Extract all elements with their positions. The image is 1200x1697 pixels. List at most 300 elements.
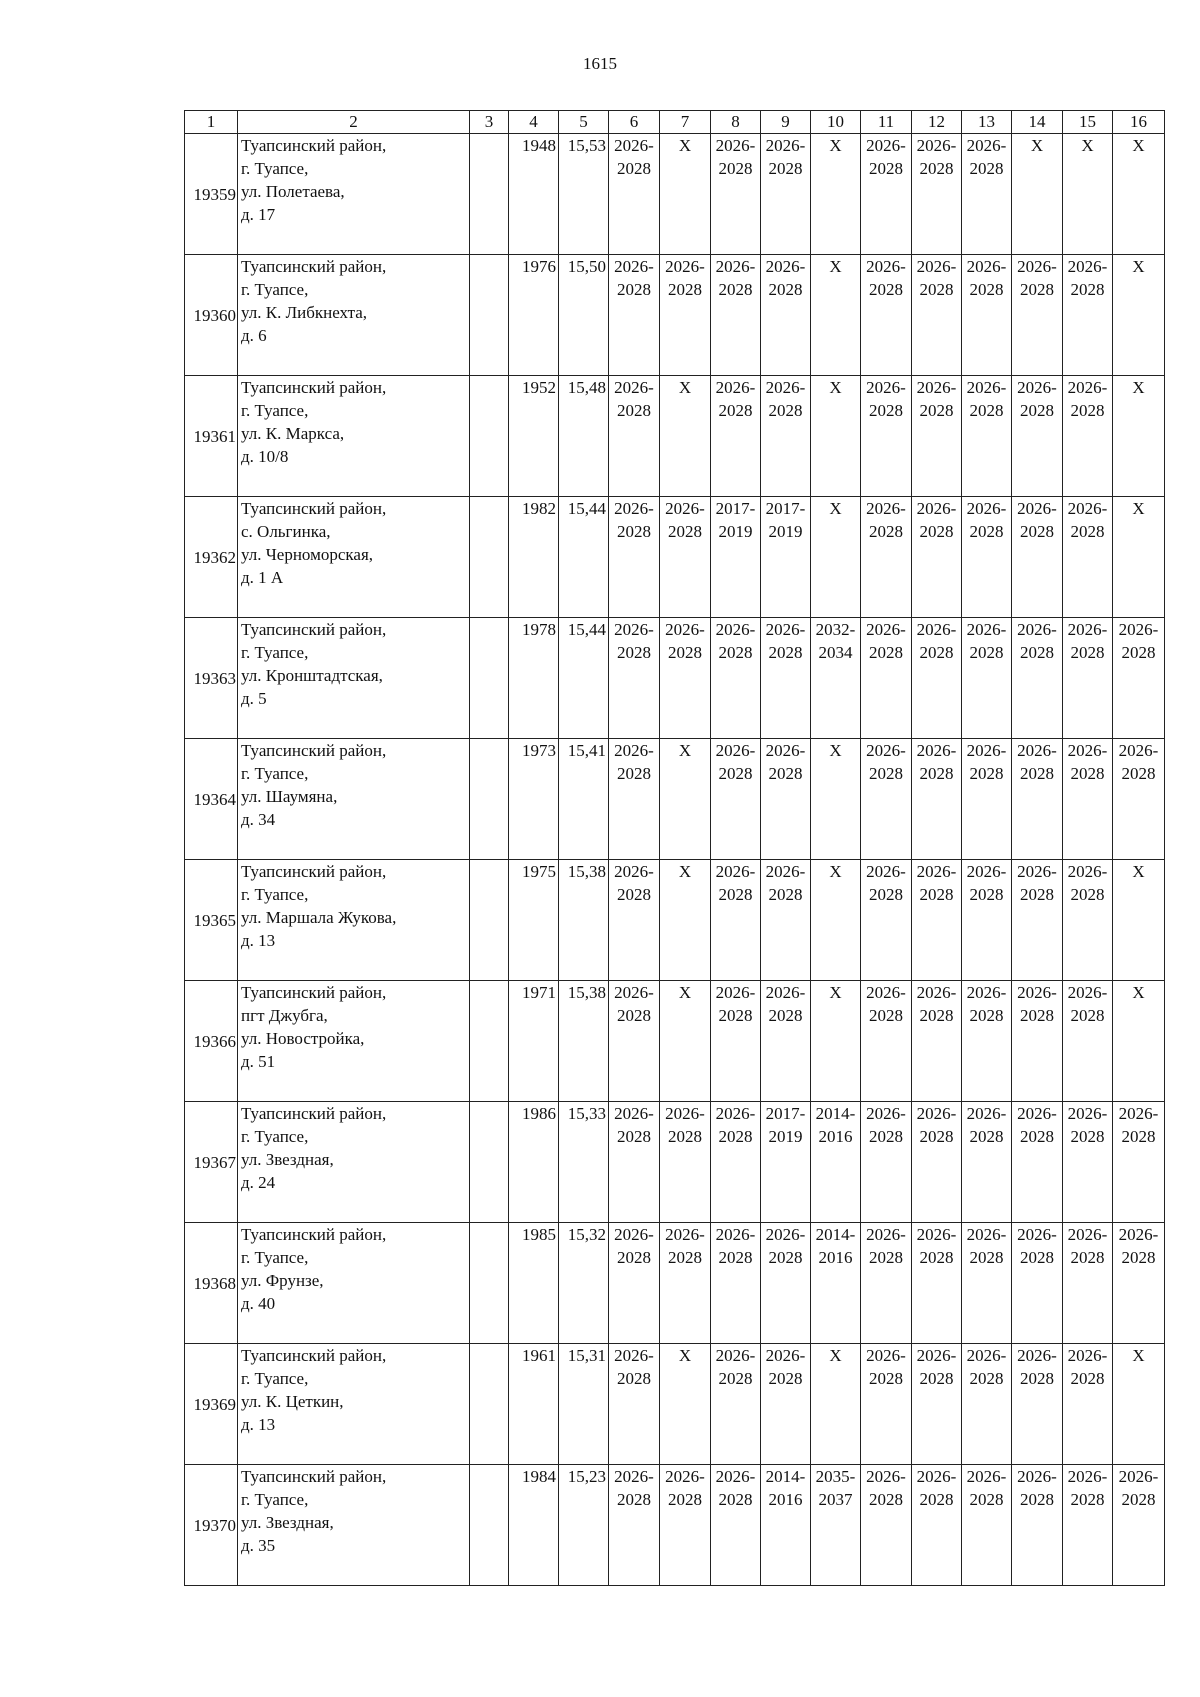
table-row — [185, 1102, 1165, 1223]
period-line: 2028 — [617, 159, 651, 178]
period-line: 2026- — [665, 620, 705, 639]
address-line: д. 13 — [241, 1415, 276, 1434]
period-line: 2026- — [1067, 862, 1108, 881]
period-cell-col-14 — [1012, 134, 1063, 255]
period-cell-col-8 — [711, 860, 761, 981]
period-line: 2026- — [765, 1346, 806, 1365]
column-3-cell — [470, 981, 509, 1102]
period-line: 2028 — [919, 401, 954, 420]
period-cell-col-9 — [761, 1223, 811, 1344]
address-line: Туапсинский район, — [241, 378, 387, 397]
period-line: 2026- — [1017, 1225, 1057, 1244]
period-line: 2028 — [1070, 1490, 1105, 1509]
period-line: 2026- — [916, 1346, 957, 1365]
period-line: X — [678, 136, 692, 155]
address-line: ул. Новостройка, — [241, 1029, 365, 1048]
period-line: 2026- — [1017, 1104, 1057, 1123]
period-cell-col-9 — [761, 618, 811, 739]
year-cell: 1986 — [509, 1102, 559, 1223]
period-cell-col-11 — [861, 1102, 912, 1223]
address-cell — [238, 134, 470, 255]
period-cell-col-16 — [1113, 255, 1165, 376]
period-line: 2028 — [1070, 522, 1105, 541]
period-line: 2014- — [815, 1104, 856, 1123]
period-cell-col-16 — [1113, 497, 1165, 618]
row-number-cell: 19361 — [185, 376, 238, 497]
address-line: д. 24 — [241, 1173, 276, 1192]
period-line: 2028 — [969, 1127, 1004, 1146]
address-cell — [238, 376, 470, 497]
period-line: 2028 — [1121, 643, 1156, 662]
period-line: 2026- — [966, 136, 1007, 155]
period-line: 2026- — [715, 136, 756, 155]
period-line: 2016 — [818, 1127, 853, 1146]
period-line: 2028 — [919, 643, 954, 662]
period-cell-col-12 — [912, 1344, 962, 1465]
column-header-8: 8 — [711, 111, 761, 134]
address-line: д. 34 — [241, 810, 276, 829]
column-header-2: 2 — [238, 111, 470, 134]
period-line: 2026- — [916, 983, 957, 1002]
period-line: 2028 — [1020, 885, 1054, 904]
column-3-cell — [470, 860, 509, 981]
period-cell-col-15 — [1063, 255, 1113, 376]
period-line: 2017- — [715, 499, 756, 518]
value-cell: 15,33 — [559, 1102, 609, 1223]
period-line: 2028 — [969, 1369, 1004, 1388]
period-cell-col-8 — [711, 618, 761, 739]
period-cell-col-10 — [811, 255, 861, 376]
period-line: 2028 — [617, 280, 651, 299]
column-3-cell — [470, 134, 509, 255]
period-cell-col-7 — [660, 981, 711, 1102]
year-cell: 1948 — [509, 134, 559, 255]
period-line: 2026- — [866, 1467, 906, 1486]
period-line: 2026- — [715, 1467, 756, 1486]
period-line: 2028 — [919, 764, 954, 783]
period-line: 2026- — [765, 741, 806, 760]
address-line: Туапсинский район, — [241, 620, 387, 639]
period-line: 2026- — [916, 1104, 957, 1123]
period-cell-col-14 — [1012, 618, 1063, 739]
table-row — [185, 1344, 1165, 1465]
period-cell-col-12 — [912, 1223, 962, 1344]
period-line: X — [678, 862, 692, 881]
row-number-cell: 19363 — [185, 618, 238, 739]
period-cell-col-10 — [811, 981, 861, 1102]
period-cell-col-13 — [962, 1223, 1012, 1344]
period-line: 2028 — [1020, 401, 1054, 420]
period-line: 2026- — [1118, 620, 1159, 639]
period-line: 2026- — [916, 499, 957, 518]
period-line: 2026- — [1017, 862, 1057, 881]
address-line: ул. Черноморская, — [241, 545, 374, 564]
year-cell: 1985 — [509, 1223, 559, 1344]
period-line: 2028 — [969, 159, 1004, 178]
period-line: 2026- — [715, 1104, 756, 1123]
table-row — [185, 618, 1165, 739]
period-line: X — [829, 741, 842, 760]
period-line: 2026- — [966, 1104, 1007, 1123]
period-line: 2028 — [617, 1006, 651, 1025]
period-line: 2026- — [966, 1225, 1007, 1244]
period-cell-col-16 — [1113, 134, 1165, 255]
period-line: 2028 — [869, 885, 903, 904]
period-line: 2028 — [617, 885, 651, 904]
period-line: 2026- — [866, 620, 906, 639]
period-line: 2028 — [1121, 1248, 1156, 1267]
row-number-cell: 19366 — [185, 981, 238, 1102]
period-line: 2026- — [966, 378, 1007, 397]
table-row — [185, 376, 1165, 497]
table-body — [185, 111, 1165, 1586]
address-cell — [238, 1465, 470, 1586]
period-cell-col-6 — [609, 1465, 660, 1586]
period-cell-col-12 — [912, 1465, 962, 1586]
address-line: Туапсинский район, — [241, 257, 387, 276]
period-cell-col-6 — [609, 497, 660, 618]
period-line: 2026- — [916, 1467, 957, 1486]
period-cell-col-15 — [1063, 739, 1113, 860]
period-line: 2028 — [1020, 1248, 1054, 1267]
period-line: 2028 — [768, 764, 803, 783]
period-line: 2028 — [869, 401, 903, 420]
period-cell-col-14 — [1012, 1102, 1063, 1223]
period-cell-col-14 — [1012, 1465, 1063, 1586]
period-line: 2028 — [718, 643, 753, 662]
period-line: 2028 — [1121, 764, 1156, 783]
period-cell-col-11 — [861, 1465, 912, 1586]
period-line: 2028 — [617, 764, 651, 783]
period-line: 2026- — [1017, 741, 1057, 760]
period-cell-col-9 — [761, 134, 811, 255]
table-row — [185, 255, 1165, 376]
address-line: г. Туапсе, — [241, 280, 309, 299]
period-line: 2028 — [1121, 1490, 1156, 1509]
period-line: 2026- — [765, 257, 806, 276]
period-line: 2026- — [866, 983, 906, 1002]
period-cell-col-9 — [761, 1102, 811, 1223]
period-line: 2028 — [919, 159, 954, 178]
period-cell-col-8 — [711, 1465, 761, 1586]
period-line: 2028 — [919, 885, 954, 904]
column-header-3: 3 — [470, 111, 509, 134]
period-line: X — [829, 983, 842, 1002]
period-line: 2028 — [668, 643, 702, 662]
table-row — [185, 739, 1165, 860]
period-cell-col-8 — [711, 497, 761, 618]
period-line: 2028 — [617, 1248, 651, 1267]
period-line: 2028 — [768, 1248, 803, 1267]
row-number-cell: 19370 — [185, 1465, 238, 1586]
period-line: 2026- — [614, 983, 654, 1002]
period-line: 2026- — [1118, 741, 1159, 760]
period-cell-col-13 — [962, 1465, 1012, 1586]
value-cell: 15,53 — [559, 134, 609, 255]
period-line: 2028 — [1070, 1369, 1105, 1388]
period-line: 2026- — [614, 499, 654, 518]
period-line: 2028 — [718, 159, 753, 178]
address-line: д. 17 — [241, 205, 276, 224]
period-cell-col-7 — [660, 255, 711, 376]
period-cell-col-11 — [861, 860, 912, 981]
year-cell: 1973 — [509, 739, 559, 860]
period-line: X — [829, 862, 842, 881]
period-line: 2026- — [765, 983, 806, 1002]
address-line: г. Туапсе, — [241, 764, 309, 783]
period-cell-col-10 — [811, 376, 861, 497]
period-line: X — [678, 378, 692, 397]
period-line: 2028 — [969, 1490, 1004, 1509]
period-line: 2026- — [614, 1467, 654, 1486]
period-line: 2028 — [768, 1369, 803, 1388]
table-row — [185, 134, 1165, 255]
period-cell-col-16 — [1113, 618, 1165, 739]
address-cell — [238, 618, 470, 739]
period-cell-col-16 — [1113, 860, 1165, 981]
period-line: 2026- — [1067, 1346, 1108, 1365]
period-cell-col-8 — [711, 981, 761, 1102]
period-line: 2028 — [617, 1490, 651, 1509]
period-cell-col-16 — [1113, 981, 1165, 1102]
period-cell-col-12 — [912, 497, 962, 618]
period-line: 2028 — [919, 1248, 954, 1267]
period-line: X — [829, 1346, 842, 1365]
period-cell-col-6 — [609, 860, 660, 981]
period-cell-col-10 — [811, 1223, 861, 1344]
address-line: г. Туапсе, — [241, 159, 309, 178]
table-row — [185, 1223, 1165, 1344]
address-line: ул. Полетаева, — [241, 182, 345, 201]
period-cell-col-9 — [761, 860, 811, 981]
period-line: 2028 — [919, 1006, 954, 1025]
period-line: 2028 — [1020, 1127, 1054, 1146]
period-cell-col-8 — [711, 134, 761, 255]
column-3-cell — [470, 1344, 509, 1465]
period-cell-col-12 — [912, 739, 962, 860]
period-line: 2017- — [765, 499, 806, 518]
period-line: 2026- — [614, 1346, 654, 1365]
period-cell-col-6 — [609, 1223, 660, 1344]
period-cell-col-11 — [861, 618, 912, 739]
period-cell-col-6 — [609, 255, 660, 376]
period-cell-col-16 — [1113, 739, 1165, 860]
period-line: 2026- — [866, 741, 906, 760]
period-cell-col-14 — [1012, 1344, 1063, 1465]
table-row — [185, 497, 1165, 618]
period-line: 2026- — [866, 1104, 906, 1123]
address-line: д. 40 — [241, 1294, 276, 1313]
period-line: 2028 — [869, 643, 903, 662]
period-line: 2026- — [866, 378, 906, 397]
column-header-5: 5 — [559, 111, 609, 134]
period-cell-col-10 — [811, 1465, 861, 1586]
period-cell-col-11 — [861, 739, 912, 860]
column-3-cell — [470, 1102, 509, 1223]
row-number-cell: 19359 — [185, 134, 238, 255]
period-line: X — [678, 1346, 692, 1365]
period-cell-col-11 — [861, 255, 912, 376]
period-line: 2028 — [1070, 280, 1105, 299]
period-cell-col-15 — [1063, 1344, 1113, 1465]
period-line: X — [1081, 136, 1094, 155]
period-line: X — [1132, 983, 1145, 1002]
address-cell — [238, 255, 470, 376]
period-line: 2028 — [869, 1248, 903, 1267]
period-cell-col-11 — [861, 497, 912, 618]
period-cell-col-11 — [861, 376, 912, 497]
year-cell: 1952 — [509, 376, 559, 497]
address-line: д. 10/8 — [241, 447, 289, 466]
column-header-10: 10 — [811, 111, 861, 134]
period-line: 2035- — [815, 1467, 856, 1486]
column-3-cell — [470, 255, 509, 376]
period-line: 2026- — [765, 378, 806, 397]
period-line: 2026- — [614, 620, 654, 639]
period-line: 2028 — [1020, 643, 1054, 662]
period-line: X — [829, 136, 842, 155]
value-cell: 15,32 — [559, 1223, 609, 1344]
address-line: Туапсинский район, — [241, 983, 387, 1002]
period-line: 2026- — [1118, 1104, 1159, 1123]
period-line: 2026- — [1067, 1467, 1108, 1486]
period-line: 2028 — [668, 522, 702, 541]
period-line: X — [1030, 136, 1044, 155]
period-line: 2028 — [919, 1490, 954, 1509]
period-line: 2028 — [718, 1248, 753, 1267]
period-cell-col-8 — [711, 739, 761, 860]
period-cell-col-15 — [1063, 618, 1113, 739]
period-line: 2026- — [916, 136, 957, 155]
period-cell-col-11 — [861, 1223, 912, 1344]
period-line: X — [1132, 136, 1145, 155]
period-line: 2028 — [718, 1006, 753, 1025]
period-cell-col-8 — [711, 1344, 761, 1465]
period-line: 2026- — [665, 1225, 705, 1244]
period-line: 2026- — [715, 378, 756, 397]
period-cell-col-7 — [660, 1102, 711, 1223]
period-cell-col-6 — [609, 981, 660, 1102]
address-cell — [238, 497, 470, 618]
period-line: 2034 — [818, 643, 853, 662]
period-line: 2026- — [916, 741, 957, 760]
period-line: 2026- — [614, 1104, 654, 1123]
period-line: 2028 — [768, 401, 803, 420]
period-line: 2026- — [1017, 1346, 1057, 1365]
period-line: 2026- — [1067, 1104, 1108, 1123]
address-line: пгт Джубга, — [241, 1006, 328, 1025]
period-line: 2026- — [1118, 1225, 1159, 1244]
period-line: 2019 — [718, 522, 753, 541]
address-cell — [238, 981, 470, 1102]
period-line: 2028 — [869, 1369, 903, 1388]
period-line: 2026- — [1017, 983, 1057, 1002]
period-cell-col-14 — [1012, 376, 1063, 497]
column-3-cell — [470, 376, 509, 497]
period-line: 2028 — [869, 764, 903, 783]
address-line: г. Туапсе, — [241, 1490, 309, 1509]
period-line: 2028 — [1020, 1006, 1054, 1025]
year-cell: 1975 — [509, 860, 559, 981]
period-line: 2026- — [1067, 983, 1108, 1002]
period-line: 2026- — [665, 1104, 705, 1123]
period-line: 2026- — [966, 862, 1007, 881]
period-line: X — [678, 983, 692, 1002]
period-line: 2028 — [768, 280, 803, 299]
period-cell-col-14 — [1012, 981, 1063, 1102]
period-cell-col-13 — [962, 255, 1012, 376]
period-cell-col-12 — [912, 618, 962, 739]
column-3-cell — [470, 618, 509, 739]
period-cell-col-6 — [609, 739, 660, 860]
period-line: 2026- — [966, 499, 1007, 518]
period-line: X — [1132, 499, 1145, 518]
period-line: 2028 — [1070, 401, 1105, 420]
period-cell-col-8 — [711, 1223, 761, 1344]
period-line: 2028 — [1070, 764, 1105, 783]
period-line: 2026- — [715, 1346, 756, 1365]
address-line: ул. Маршала Жукова, — [241, 908, 397, 927]
period-line: 2028 — [969, 643, 1004, 662]
value-cell: 15,48 — [559, 376, 609, 497]
period-cell-col-9 — [761, 1465, 811, 1586]
period-line: 2026- — [665, 1467, 705, 1486]
period-cell-col-10 — [811, 134, 861, 255]
period-cell-col-6 — [609, 1102, 660, 1223]
period-cell-col-7 — [660, 860, 711, 981]
period-cell-col-14 — [1012, 739, 1063, 860]
period-cell-col-10 — [811, 1344, 861, 1465]
period-line: 2026- — [966, 741, 1007, 760]
period-cell-col-15 — [1063, 981, 1113, 1102]
period-line: 2026- — [715, 862, 756, 881]
period-line: 2028 — [969, 885, 1004, 904]
period-line: 2026- — [1067, 620, 1108, 639]
header-row — [185, 111, 1165, 134]
value-cell: 15,50 — [559, 255, 609, 376]
period-line: 2028 — [668, 1248, 702, 1267]
period-line: 2026- — [665, 499, 705, 518]
period-cell-col-10 — [811, 739, 861, 860]
period-line: 2026- — [765, 620, 806, 639]
period-line: 2017- — [765, 1104, 806, 1123]
period-line: 2028 — [768, 1006, 803, 1025]
address-line: д. 5 — [241, 689, 267, 708]
period-line: 2028 — [1020, 764, 1054, 783]
period-line: 2026- — [1017, 1467, 1057, 1486]
period-cell-col-13 — [962, 134, 1012, 255]
period-line: 2026- — [1067, 1225, 1108, 1244]
period-line: 2028 — [1020, 1490, 1054, 1509]
address-line: ул. Звездная, — [241, 1150, 334, 1169]
address-line: ул. Шаумяна, — [241, 787, 338, 806]
period-cell-col-15 — [1063, 134, 1113, 255]
period-line: 2026- — [1067, 741, 1108, 760]
period-line: X — [1132, 257, 1145, 276]
column-header-14: 14 — [1012, 111, 1063, 134]
period-cell-col-15 — [1063, 497, 1113, 618]
column-3-cell — [470, 1223, 509, 1344]
period-line: 2028 — [1070, 1248, 1105, 1267]
period-line: 2028 — [718, 885, 753, 904]
period-line: 2026- — [966, 257, 1007, 276]
period-line: X — [1132, 862, 1145, 881]
year-cell: 1961 — [509, 1344, 559, 1465]
period-line: 2026- — [866, 257, 906, 276]
period-cell-col-16 — [1113, 1102, 1165, 1223]
period-cell-col-13 — [962, 739, 1012, 860]
period-line: 2026- — [866, 499, 906, 518]
